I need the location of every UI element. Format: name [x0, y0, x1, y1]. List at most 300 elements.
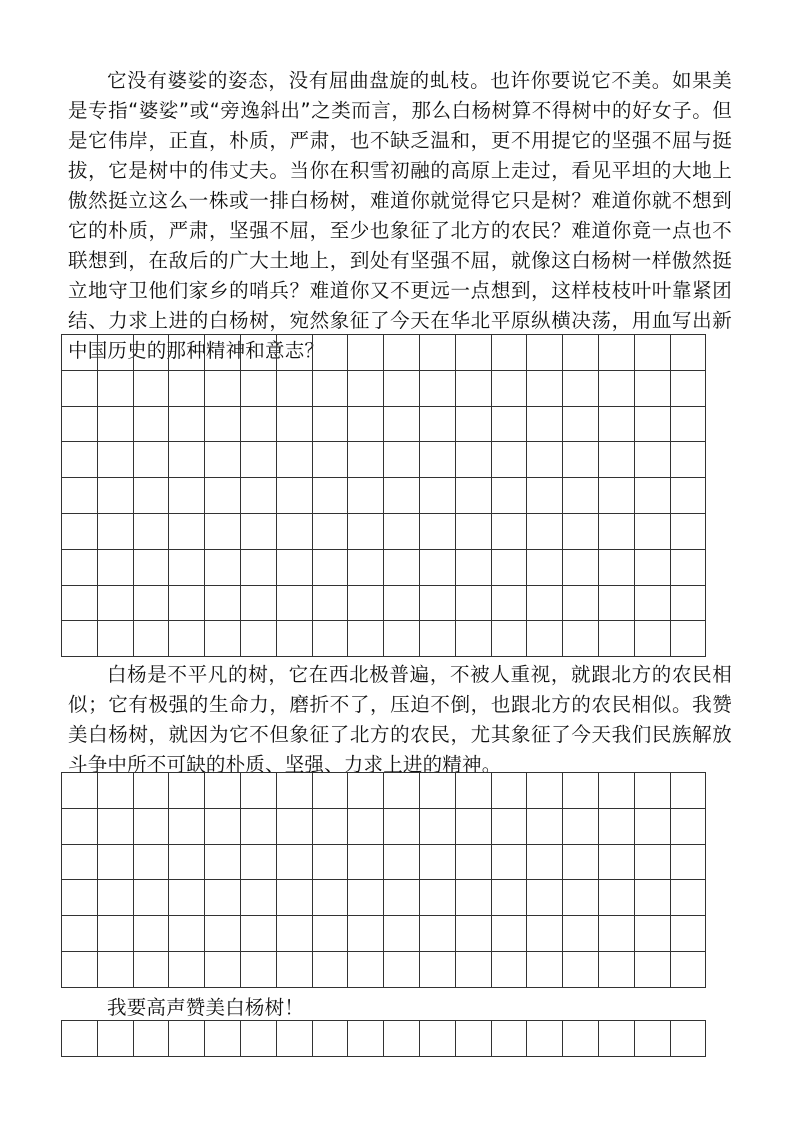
grid-cell: [384, 478, 420, 514]
grid-row: [62, 880, 706, 916]
grid-cell: [312, 621, 348, 657]
grid-cell: [97, 513, 133, 549]
grid-cell: [634, 478, 670, 514]
grid-cell: [133, 773, 169, 809]
grid-cell: [62, 621, 98, 657]
grid-cell: [419, 880, 455, 916]
grid-cell: [670, 916, 706, 952]
grid-cell: [205, 773, 241, 809]
grid-cell: [97, 549, 133, 585]
grid-cell: [348, 513, 384, 549]
grid-cell: [491, 808, 527, 844]
grid-cell: [276, 406, 312, 442]
grid-cell: [563, 951, 599, 987]
grid-cell: [384, 549, 420, 585]
grid-row: [62, 621, 706, 657]
grid-cell: [276, 585, 312, 621]
grid-cell: [598, 549, 634, 585]
grid-cell: [670, 808, 706, 844]
grid-cell: [527, 621, 563, 657]
grid-row: [62, 406, 706, 442]
grid-cell: [598, 773, 634, 809]
grid-cell: [670, 442, 706, 478]
grid-cell: [670, 951, 706, 987]
grid-cell: [598, 335, 634, 371]
grid-cell: [384, 442, 420, 478]
grid-row: [62, 808, 706, 844]
grid-cell: [62, 585, 98, 621]
grid-cell: [348, 951, 384, 987]
grid-cell: [276, 478, 312, 514]
grid-cell: [312, 478, 348, 514]
writing-grid-2: [61, 772, 706, 988]
grid-cell: [276, 808, 312, 844]
grid-cell: [598, 406, 634, 442]
grid-cell: [240, 335, 276, 371]
grid-cell: [563, 549, 599, 585]
grid-cell: [205, 549, 241, 585]
grid-cell: [419, 370, 455, 406]
grid-cell: [419, 549, 455, 585]
grid-cell: [169, 406, 205, 442]
grid-cell: [419, 951, 455, 987]
grid-cell: [205, 951, 241, 987]
grid-cell: [419, 406, 455, 442]
grid-cell: [419, 808, 455, 844]
grid-row: [62, 844, 706, 880]
grid-cell: [312, 773, 348, 809]
grid-cell: [634, 808, 670, 844]
grid-cell: [419, 844, 455, 880]
grid-cell: [598, 916, 634, 952]
grid-cell: [634, 513, 670, 549]
grid-cell: [419, 916, 455, 952]
grid-cell: [455, 844, 491, 880]
grid-cell: [634, 335, 670, 371]
grid-cell: [276, 1021, 312, 1057]
grid-cell: [169, 549, 205, 585]
grid-cell: [62, 478, 98, 514]
grid-cell: [419, 335, 455, 371]
grid-cell: [491, 1021, 527, 1057]
grid-cell: [527, 549, 563, 585]
grid-cell: [384, 513, 420, 549]
grid-cell: [133, 585, 169, 621]
grid-cell: [97, 1021, 133, 1057]
grid-cell: [97, 478, 133, 514]
grid-cell: [276, 370, 312, 406]
grid-cell: [634, 549, 670, 585]
grid-cell: [240, 844, 276, 880]
grid-cell: [491, 442, 527, 478]
grid-cell: [670, 773, 706, 809]
grid-cell: [455, 442, 491, 478]
grid-cell: [205, 916, 241, 952]
grid-cell: [634, 585, 670, 621]
grid-cell: [527, 370, 563, 406]
grid-cell: [205, 513, 241, 549]
grid-cell: [348, 478, 384, 514]
grid-cell: [527, 335, 563, 371]
grid-cell: [97, 808, 133, 844]
grid-cell: [670, 478, 706, 514]
grid-cell: [240, 1021, 276, 1057]
grid-cell: [97, 335, 133, 371]
grid-cell: [384, 916, 420, 952]
grid-cell: [169, 513, 205, 549]
passage-paragraph-1: 它没有婆娑的姿态，没有屈曲盘旋的虬枝。也许你要说它不美。如果美是专指“婆娑”或“旁逸斜出”之类而言，那么白杨树算不得树中的好女子。但是它伟岸，正直，朴质，严肃，也不缺乏温和，更不用提它的坚强不屈与挺拔，它是树中的伟丈夫。当你在积雪初融的高原上走过，看见平坦的大地上傲然挺立这么一株或一排白杨树，难道你就觉得它只是树？难道你就不想到它的朴质，严肃，坚强不屈，至少也象征了北方的农民？难道你竟一点也不联想到，在敌后的广大土地上，到处有坚强不屈，就像这白杨树一样傲然挺立地守卫他们家乡的哨兵？难道你又不更远一点想到，这样枝枝叶叶靠紧团结、力求上进的白杨树，宛然象征了今天在华北平原纵横决荡，用血写出新中国历史的那种精神和意志？: [68, 69, 732, 362]
grid-cell: [384, 335, 420, 371]
grid-cell: [205, 1021, 241, 1057]
grid-cell: [491, 880, 527, 916]
grid-cell: [169, 880, 205, 916]
grid-cell: [634, 370, 670, 406]
grid-cell: [62, 916, 98, 952]
grid-cell: [133, 406, 169, 442]
grid-cell: [455, 773, 491, 809]
grid-cell: [348, 844, 384, 880]
grid-cell: [491, 773, 527, 809]
grid-cell: [97, 880, 133, 916]
grid-cell: [491, 549, 527, 585]
grid-cell: [348, 442, 384, 478]
grid-cell: [455, 1021, 491, 1057]
grid-cell: [133, 549, 169, 585]
grid-cell: [205, 880, 241, 916]
grid-row: [62, 916, 706, 952]
grid-cell: [527, 513, 563, 549]
grid-cell: [205, 442, 241, 478]
grid-cell: [312, 880, 348, 916]
grid-cell: [670, 844, 706, 880]
grid-cell: [419, 585, 455, 621]
grid-cell: [634, 951, 670, 987]
grid-cell: [62, 513, 98, 549]
grid-cell: [598, 844, 634, 880]
grid-cell: [62, 549, 98, 585]
grid-cell: [598, 880, 634, 916]
grid-cell: [563, 585, 599, 621]
grid-cell: [455, 549, 491, 585]
grid-cell: [312, 335, 348, 371]
grid-cell: [169, 773, 205, 809]
grid-cell: [169, 1021, 205, 1057]
grid-cell: [455, 335, 491, 371]
grid-cell: [62, 844, 98, 880]
grid-cell: [133, 621, 169, 657]
grid-row: [62, 951, 706, 987]
grid-cell: [276, 513, 312, 549]
grid-cell: [634, 844, 670, 880]
grid-cell: [169, 844, 205, 880]
grid-cell: [312, 951, 348, 987]
grid-cell: [348, 916, 384, 952]
grid-cell: [97, 844, 133, 880]
grid-cell: [276, 951, 312, 987]
grid-cell: [491, 951, 527, 987]
grid-cell: [97, 442, 133, 478]
grid-cell: [133, 513, 169, 549]
grid-cell: [169, 916, 205, 952]
grid-cell: [527, 1021, 563, 1057]
grid-cell: [419, 773, 455, 809]
grid-cell: [491, 916, 527, 952]
grid-cell: [312, 406, 348, 442]
grid-cell: [670, 406, 706, 442]
grid-cell: [384, 880, 420, 916]
grid-cell: [634, 442, 670, 478]
grid-cell: [133, 335, 169, 371]
grid-cell: [97, 951, 133, 987]
grid-cell: [240, 916, 276, 952]
grid-cell: [527, 773, 563, 809]
grid-cell: [491, 513, 527, 549]
grid-cell: [634, 916, 670, 952]
grid-cell: [348, 880, 384, 916]
grid-cell: [312, 370, 348, 406]
grid-row: [62, 1021, 706, 1057]
grid-cell: [133, 478, 169, 514]
grid-cell: [527, 442, 563, 478]
grid-cell: [384, 406, 420, 442]
grid-cell: [455, 880, 491, 916]
grid-cell: [240, 442, 276, 478]
grid-cell: [419, 442, 455, 478]
grid-cell: [455, 621, 491, 657]
grid-cell: [563, 621, 599, 657]
grid-cell: [240, 406, 276, 442]
grid-cell: [491, 621, 527, 657]
grid-row: [62, 335, 706, 371]
grid-cell: [670, 370, 706, 406]
grid-cell: [348, 406, 384, 442]
grid-cell: [527, 406, 563, 442]
grid-cell: [419, 621, 455, 657]
grid-cell: [527, 916, 563, 952]
grid-cell: [97, 916, 133, 952]
grid-cell: [598, 1021, 634, 1057]
grid-cell: [491, 335, 527, 371]
grid-cell: [348, 621, 384, 657]
grid-cell: [133, 442, 169, 478]
grid-cell: [670, 585, 706, 621]
passage-paragraph-3: 我要高声赞美白杨树！: [107, 996, 305, 1019]
writing-grid-3: [61, 1020, 706, 1057]
grid-cell: [527, 808, 563, 844]
grid-cell: [455, 513, 491, 549]
grid-cell: [62, 808, 98, 844]
grid-cell: [455, 406, 491, 442]
grid-cell: [169, 808, 205, 844]
grid-cell: [563, 1021, 599, 1057]
grid-cell: [205, 406, 241, 442]
grid-cell: [312, 808, 348, 844]
grid-cell: [133, 916, 169, 952]
grid-cell: [205, 585, 241, 621]
grid-cell: [563, 844, 599, 880]
grid-row: [62, 478, 706, 514]
grid-cell: [419, 513, 455, 549]
grid-cell: [598, 621, 634, 657]
grid-cell: [563, 478, 599, 514]
grid-cell: [384, 951, 420, 987]
grid-cell: [455, 951, 491, 987]
passage-paragraph-2: 白杨是不平凡的树，它在西北极普遍，不被人重视，就跟北方的农民相似；它有极强的生命力，磨折不了，压迫不倒，也跟北方的农民相似。我赞美白杨树，就因为它不但象征了北方的农民，尤其象征了今天我们民族解放斗争中所不可缺的朴质、坚强、力求上进的精神。: [68, 663, 732, 776]
grid-cell: [133, 370, 169, 406]
grid-cell: [563, 808, 599, 844]
grid-cell: [97, 406, 133, 442]
grid-cell: [205, 844, 241, 880]
grid-cell: [240, 951, 276, 987]
grid-cell: [169, 442, 205, 478]
grid-cell: [348, 585, 384, 621]
grid-cell: [419, 1021, 455, 1057]
grid-cell: [563, 406, 599, 442]
grid-cell: [312, 844, 348, 880]
grid-cell: [455, 808, 491, 844]
grid-cell: [384, 1021, 420, 1057]
grid-cell: [563, 880, 599, 916]
grid-cell: [240, 880, 276, 916]
grid-cell: [527, 951, 563, 987]
grid-cell: [670, 335, 706, 371]
grid-cell: [563, 773, 599, 809]
grid-cell: [598, 370, 634, 406]
grid-cell: [527, 585, 563, 621]
grid-cell: [240, 370, 276, 406]
grid-cell: [240, 773, 276, 809]
grid-cell: [312, 916, 348, 952]
grid-cell: [491, 478, 527, 514]
grid-cell: [563, 335, 599, 371]
grid-cell: [169, 370, 205, 406]
grid-cell: [563, 370, 599, 406]
grid-cell: [348, 773, 384, 809]
grid-cell: [634, 880, 670, 916]
grid-cell: [62, 335, 98, 371]
grid-row: [62, 442, 706, 478]
grid-cell: [205, 808, 241, 844]
grid-cell: [670, 513, 706, 549]
grid-cell: [670, 621, 706, 657]
grid-cell: [276, 442, 312, 478]
grid-cell: [312, 513, 348, 549]
grid-cell: [384, 585, 420, 621]
grid-cell: [62, 370, 98, 406]
grid-cell: [169, 478, 205, 514]
writing-grid-1: [61, 334, 706, 657]
grid-cell: [133, 844, 169, 880]
grid-cell: [670, 1021, 706, 1057]
grid-cell: [527, 478, 563, 514]
grid-cell: [634, 621, 670, 657]
grid-cell: [62, 773, 98, 809]
grid-cell: [62, 880, 98, 916]
grid-cell: [455, 478, 491, 514]
grid-cell: [276, 621, 312, 657]
grid-cell: [312, 442, 348, 478]
grid-cell: [276, 844, 312, 880]
grid-row: [62, 370, 706, 406]
grid-cell: [598, 513, 634, 549]
grid-cell: [634, 1021, 670, 1057]
grid-cell: [133, 808, 169, 844]
grid-cell: [348, 1021, 384, 1057]
grid-cell: [276, 549, 312, 585]
grid-cell: [598, 808, 634, 844]
grid-cell: [384, 370, 420, 406]
grid-cell: [491, 406, 527, 442]
grid-cell: [169, 951, 205, 987]
grid-cell: [276, 773, 312, 809]
grid-cell: [240, 621, 276, 657]
grid-cell: [276, 880, 312, 916]
grid-cell: [491, 585, 527, 621]
grid-cell: [276, 916, 312, 952]
grid-cell: [240, 808, 276, 844]
grid-cell: [598, 442, 634, 478]
grid-cell: [312, 549, 348, 585]
grid-cell: [348, 808, 384, 844]
grid-cell: [240, 585, 276, 621]
grid-cell: [563, 442, 599, 478]
grid-cell: [312, 1021, 348, 1057]
grid-cell: [598, 951, 634, 987]
grid-cell: [348, 335, 384, 371]
grid-cell: [240, 549, 276, 585]
grid-cell: [169, 621, 205, 657]
grid-cell: [133, 951, 169, 987]
grid-cell: [348, 549, 384, 585]
grid-cell: [491, 844, 527, 880]
grid-cell: [634, 773, 670, 809]
grid-cell: [62, 406, 98, 442]
grid-row: [62, 549, 706, 585]
grid-cell: [491, 370, 527, 406]
grid-cell: [240, 513, 276, 549]
grid-cell: [205, 478, 241, 514]
grid-cell: [634, 406, 670, 442]
grid-cell: [384, 773, 420, 809]
grid-cell: [384, 844, 420, 880]
grid-row: [62, 773, 706, 809]
grid-cell: [205, 370, 241, 406]
grid-cell: [598, 478, 634, 514]
grid-cell: [97, 370, 133, 406]
grid-cell: [598, 585, 634, 621]
grid-cell: [97, 621, 133, 657]
grid-cell: [133, 880, 169, 916]
grid-cell: [205, 621, 241, 657]
grid-cell: [527, 844, 563, 880]
grid-cell: [563, 916, 599, 952]
grid-cell: [169, 335, 205, 371]
grid-cell: [312, 585, 348, 621]
grid-cell: [455, 370, 491, 406]
grid-cell: [455, 585, 491, 621]
grid-cell: [276, 335, 312, 371]
grid-cell: [62, 442, 98, 478]
grid-cell: [670, 880, 706, 916]
grid-cell: [563, 513, 599, 549]
grid-row: [62, 513, 706, 549]
grid-cell: [348, 370, 384, 406]
grid-cell: [62, 1021, 98, 1057]
grid-cell: [419, 478, 455, 514]
grid-cell: [384, 808, 420, 844]
grid-cell: [670, 549, 706, 585]
grid-row: [62, 585, 706, 621]
